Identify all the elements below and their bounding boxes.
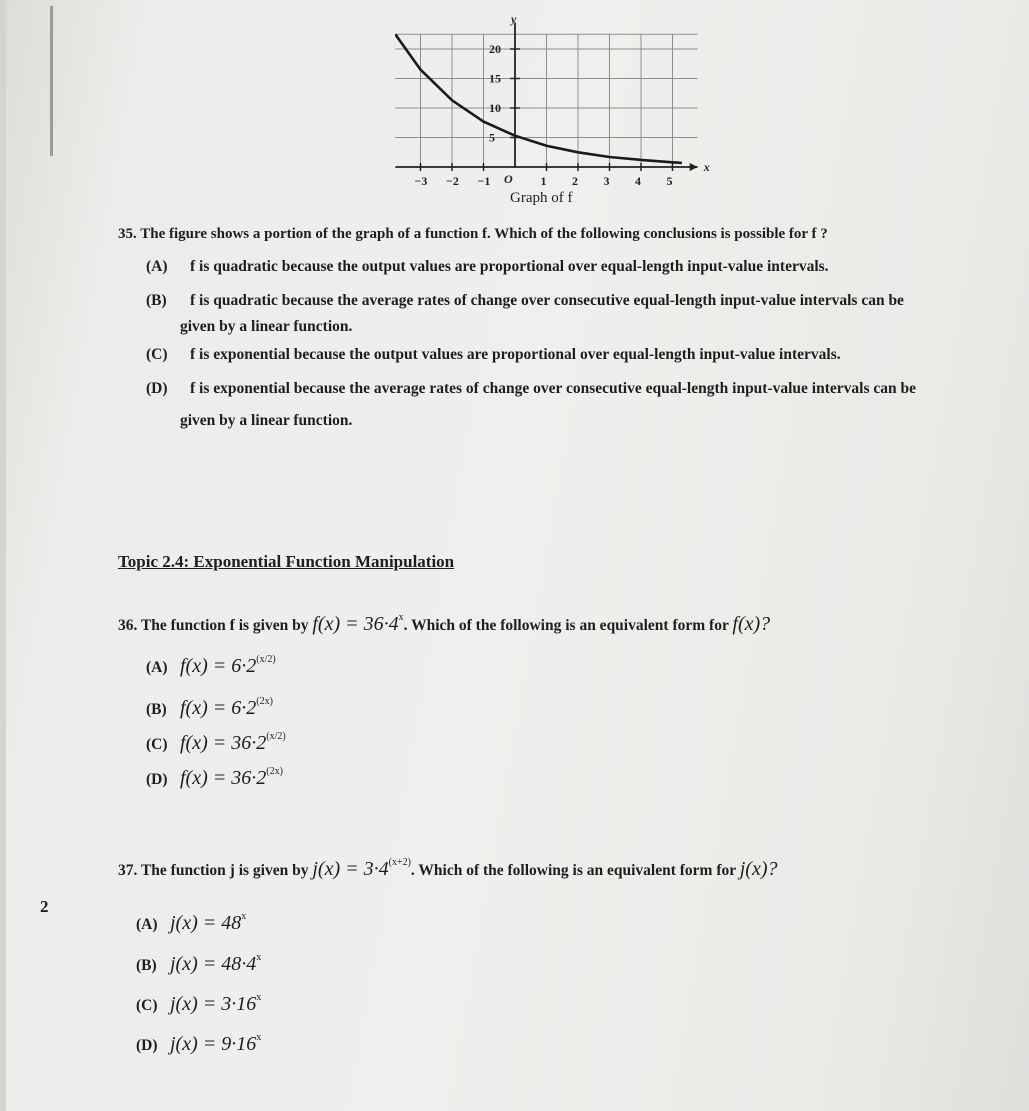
x-tick-label: −2 bbox=[446, 174, 459, 188]
q37-option-b-math bbox=[170, 953, 261, 975]
q37-option-b-exponent: x bbox=[256, 952, 262, 963]
topic-heading: Topic 2.4: Exponential Function Manipulation bbox=[118, 552, 455, 571]
q36-option-c-label: (C) bbox=[146, 736, 168, 753]
q37-option-a-base: j(x) = 48 bbox=[170, 912, 242, 934]
q35-option-d-label: (D) bbox=[146, 380, 168, 397]
q36-option-d[interactable] bbox=[146, 766, 283, 790]
q37-stem-middle: . Which of the following is an equivalent form for bbox=[410, 862, 736, 879]
x-axis-label: x bbox=[703, 160, 710, 174]
q36-option-a-math bbox=[180, 655, 276, 677]
x-axis-arrow bbox=[690, 163, 698, 171]
q35-option-b-label: (B) bbox=[146, 292, 167, 309]
q36-stem-prefix: 36. The function f is given by bbox=[118, 617, 309, 634]
q37-option-c-label: (C) bbox=[136, 997, 158, 1014]
graph-caption: Graph of f bbox=[510, 190, 573, 206]
q37-option-a-label: (A) bbox=[136, 916, 158, 933]
q37-option-b-base: j(x) = 48·4 bbox=[170, 953, 257, 975]
q35-option-b-line2: given by a linear function. bbox=[180, 318, 353, 335]
q36-option-b-label: (B) bbox=[146, 701, 167, 718]
q37-option-d-math bbox=[170, 1033, 261, 1055]
q35-option-a-label: (A) bbox=[146, 258, 168, 275]
q35-option-a[interactable] bbox=[146, 258, 829, 276]
page-edge-mark bbox=[50, 6, 53, 156]
q37-option-a-math bbox=[170, 912, 246, 934]
q36-option-d-base: f(x) = 36·2 bbox=[180, 767, 267, 789]
x-tick-label: 1 bbox=[540, 174, 547, 188]
q36-option-d-label: (D) bbox=[146, 771, 168, 788]
q37-option-a-exponent: x bbox=[241, 911, 247, 922]
q37-option-d-exponent: x bbox=[256, 1032, 262, 1043]
origin-label: O bbox=[504, 172, 513, 186]
q36-option-a-exponent: (x/2) bbox=[256, 654, 276, 665]
q37-stem-expr-exponent: (x+2) bbox=[388, 857, 411, 868]
q35-option-b[interactable] bbox=[146, 292, 904, 310]
graph-of-f bbox=[395, 15, 730, 215]
q36-stem-end: f(x)? bbox=[732, 613, 771, 635]
q37-option-a[interactable] bbox=[136, 911, 246, 935]
q37-option-c-math bbox=[170, 993, 261, 1015]
y-tick-label: 15 bbox=[489, 71, 501, 86]
q36-option-c-math bbox=[180, 732, 286, 754]
y-tick-label: 5 bbox=[489, 130, 495, 145]
q37-stem-expr-base: j(x) = 3·4 bbox=[312, 858, 389, 880]
q36-option-b-math bbox=[180, 697, 273, 719]
q37-stem-prefix: 37. The function j is given by bbox=[118, 862, 309, 879]
x-tick-label: 3 bbox=[603, 174, 610, 188]
q37-stem bbox=[118, 857, 778, 881]
y-axis-label: y bbox=[511, 15, 517, 26]
q35-option-c-label: (C) bbox=[146, 346, 168, 363]
y-tick-label: 20 bbox=[489, 42, 501, 56]
q37-option-b-label: (B) bbox=[136, 957, 157, 974]
function-f-curve bbox=[395, 34, 682, 163]
q35-option-a-text: f is quadratic because the output values are proportional over equal-length input-value intervals. bbox=[190, 258, 829, 275]
q36-stem-expr-exponent: x bbox=[398, 612, 404, 623]
q36-option-b-base: f(x) = 6·2 bbox=[180, 697, 257, 719]
q36-stem-expression bbox=[312, 613, 403, 635]
q36-option-b[interactable] bbox=[146, 696, 273, 720]
q37-option-c-exponent: x bbox=[256, 992, 262, 1003]
q37-option-d-label: (D) bbox=[136, 1037, 158, 1054]
q35-option-d-text-line1: f is exponential because the average rates of change over consecutive equal-length input-value intervals can be bbox=[190, 380, 916, 397]
q36-option-a[interactable] bbox=[146, 654, 276, 678]
q35-option-d-line2: given by a linear function. bbox=[180, 412, 353, 429]
page-fold-shadow bbox=[0, 0, 6, 1111]
q36-stem-middle: . Which of the following is an equivalent form for bbox=[403, 617, 729, 634]
q37-option-d[interactable] bbox=[136, 1032, 261, 1056]
x-tick-label: −3 bbox=[414, 174, 428, 188]
q35-option-b-text-line1: f is quadratic because the average rates of change over consecutive equal-length input-value intervals can be bbox=[190, 292, 904, 309]
q36-option-a-base: f(x) = 6·2 bbox=[180, 655, 257, 677]
q36-option-b-exponent: (2x) bbox=[256, 696, 273, 707]
q35-option-d[interactable] bbox=[146, 380, 916, 398]
q37-option-d-base: j(x) = 9·16 bbox=[170, 1033, 257, 1055]
q37-option-c[interactable] bbox=[136, 992, 261, 1016]
q37-option-b[interactable] bbox=[136, 952, 261, 976]
q36-option-a-label: (A) bbox=[146, 659, 168, 676]
q36-option-c[interactable] bbox=[146, 731, 286, 755]
q37-stem-end: j(x)? bbox=[739, 858, 778, 880]
x-tick-label: 4 bbox=[635, 174, 641, 188]
q36-stem-expr-base: f(x) = 36·4 bbox=[312, 613, 399, 635]
q35-stem: 35. The figure shows a portion of the graph of a function f. Which of the following conclusions is possible for f ? bbox=[118, 226, 828, 242]
q36-option-d-exponent: (2x) bbox=[266, 766, 283, 777]
x-tick-label: 2 bbox=[572, 174, 578, 188]
q36-option-c-base: f(x) = 36·2 bbox=[180, 732, 267, 754]
x-tick-label: −1 bbox=[477, 174, 491, 188]
margin-page-number: 2 bbox=[40, 897, 49, 916]
y-tick-label: 10 bbox=[489, 101, 501, 115]
q36-option-c-exponent: (x/2) bbox=[266, 731, 286, 742]
q36-option-d-math bbox=[180, 767, 283, 789]
x-tick-label: 5 bbox=[666, 174, 673, 188]
q37-stem-expression bbox=[312, 858, 411, 880]
q36-stem bbox=[118, 612, 770, 636]
q35-option-c[interactable] bbox=[146, 346, 841, 364]
q35-option-c-text: f is exponential because the output values are proportional over equal-length input-value intervals. bbox=[190, 346, 841, 363]
q37-option-c-base: j(x) = 3·16 bbox=[170, 993, 257, 1015]
